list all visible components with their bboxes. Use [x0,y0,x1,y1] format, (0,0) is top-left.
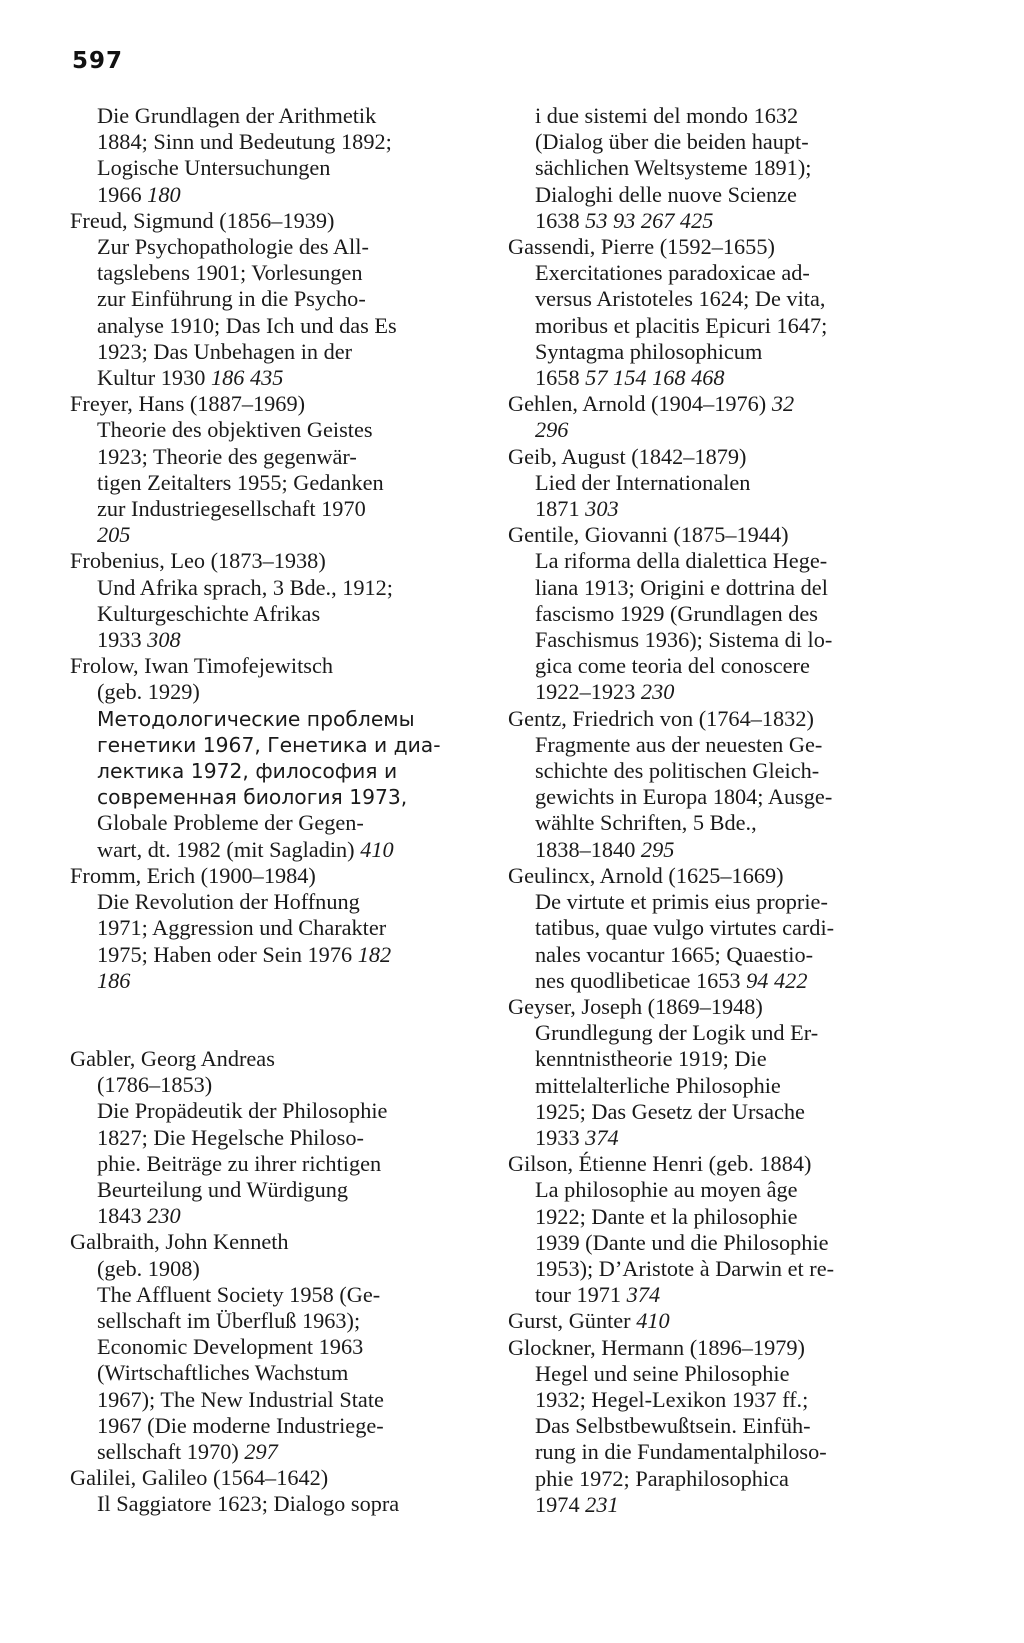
entry-text: Theorie des objektiven Geistes [97,417,373,443]
entry-text: La riforma della dialettica Hege- [535,548,828,574]
entry-line [508,1046,908,1072]
entry-text: 1923; Das Unbehagen in der [97,338,353,364]
entry-text: 1658 [535,365,580,391]
entry-text: zur Industriegesellschaft 1970 [97,496,366,522]
entry-text: (1786–1853) [97,1072,213,1098]
entry-line [70,1072,470,1098]
entry-line [508,810,908,836]
entry-text: 1884; Sinn und Bedeutung 1892; [97,129,392,155]
entry-line [70,260,470,286]
entry-line [70,286,470,312]
page-reference: 230 [147,1203,181,1229]
index-entry [70,863,470,994]
entry-line [508,732,908,758]
entry-text: 1975; Haben oder Sein 1976 [97,941,353,967]
entry-name: Gentile, Giovanni (1875–1944) [508,522,789,548]
entry-name: Gilson, Étienne Henri (geb. 1884) [508,1151,812,1177]
entry-text: schichte des politischen Gleich- [535,758,820,784]
right-column [508,103,908,1518]
index-entry [70,653,470,863]
index-entry [508,994,908,1151]
entry-line [70,496,470,522]
entry-line [70,103,470,129]
entry-text: Zur Psychopathologie des All- [97,234,369,260]
entry-line [508,548,908,574]
entry-text: gewichts in Europa 1804; Ausge- [535,784,833,810]
page-reference: 182 [357,941,392,967]
entry-text: kenntnistheorie 1919; Die [535,1046,767,1072]
entry-head [70,548,470,574]
entry-text: Syntagma philosophicum [535,338,763,364]
entry-name: Fromm, Erich (1900–1984) [70,862,316,888]
entry-text: Die Grundlagen der Arithmetik [97,103,377,128]
entry-line [508,1099,908,1125]
entry-name: Geib, August (1842–1879) [508,443,747,469]
entry-name: Geyser, Joseph (1869–1948) [508,993,763,1019]
entry-text: tour 1971 [535,1282,622,1308]
entry-line [70,915,470,941]
page-reference: 374 [585,1124,619,1150]
index-entry [508,234,908,391]
entry-text: tigen Zeitalters 1955; Gedanken [97,469,384,495]
page-reference: 53 93 267 425 [585,207,714,233]
entry-line [70,129,470,155]
entry-line [70,1387,470,1413]
page-reference: 374 [626,1282,661,1308]
entry-line [70,1151,470,1177]
entry-line [508,470,908,496]
entry-line [70,1098,470,1124]
entry-line [70,182,470,208]
entry-line [508,1230,908,1256]
entry-line [70,1360,470,1386]
entry-line [70,234,470,260]
entry-name: Gurst, Günter [508,1308,631,1334]
entry-text: Economic Development 1963 [97,1334,364,1360]
entry-line [508,208,908,234]
index-entry [508,863,908,994]
entry-text: sellschaft im Überfluß 1963); [97,1307,361,1333]
page-reference: 186 435 [210,365,284,391]
entry-text: (Wirtschaftliches Wachstum [97,1360,349,1386]
page-reference: 94 422 [746,967,808,993]
entry-line [70,706,470,732]
entry-text: 1871 [535,496,580,522]
entry-line [508,889,908,915]
index-entry [508,1335,908,1518]
entry-line [508,286,908,312]
page-reference: 295 [640,836,675,862]
entry-line [508,679,908,705]
entry-line [508,313,908,339]
index-entry [508,522,908,705]
entry-text: Hegel und seine Philosophie [535,1360,790,1386]
page-reference: 231 [585,1491,619,1517]
entry-text: versus Aristoteles 1624; De vita, [535,286,826,312]
entry-line [70,522,470,548]
entry-text: rung in die Fundamentalphiloso- [535,1439,827,1465]
page-reference: 205 [97,522,131,548]
entry-line [508,1387,908,1413]
entry-text: (geb. 1908) [97,1255,200,1281]
entry-name: Galilei, Galileo (1564–1642) [70,1465,329,1491]
entry-line [508,1177,908,1203]
entry-line [70,968,470,994]
index-entry [508,706,908,863]
entry-line [70,810,470,836]
entry-name: Frobenius, Leo (1873–1938) [70,548,326,574]
entry-line [508,1204,908,1230]
entry-text: Exercitationes paradoxicae ad- [535,260,810,286]
entry-text: nes quodlibeticae 1653 [535,967,741,993]
index-entry [70,1229,470,1465]
page-reference: 410 [636,1308,670,1334]
entry-text: 1974 [535,1491,580,1517]
entry-line [508,339,908,365]
index-entry [70,1465,470,1517]
entry-line [70,339,470,365]
entry-line [70,758,470,784]
entry-head [508,234,908,260]
entry-text: nales vocantur 1665; Quaestio- [535,941,814,967]
entry-line [508,1020,908,1046]
entry-line [70,1334,470,1360]
entry-line [508,155,908,181]
page-reference: 186 [97,967,131,993]
entry-line [508,653,908,679]
entry-text: analyse 1910; Das Ich und das Es [97,312,397,338]
entry-name: Geulincx, Arnold (1625–1669) [508,862,784,888]
entry-head [508,522,908,548]
page-reference: 308 [147,627,181,653]
entry-text: tagslebens 1901; Vorlesungen [97,260,363,286]
entry-line [70,627,470,653]
entry-line [70,837,470,863]
entry-line [508,103,908,129]
entry-text: fascismo 1929 (Grundlagen des [535,600,818,626]
entry-text: 1933 [535,1124,580,1150]
entry-text: 1638 [535,207,580,233]
entry-text: Das Selbstbewußtsein. Einfüh- [535,1413,811,1439]
entry-text: современная биология 1973, [97,785,408,810]
entry-text: Методологические проблемы [97,706,415,731]
entry-name: Gassendi, Pierre (1592–1655) [508,234,775,260]
entry-text: 1843 [97,1203,142,1229]
entry-line [70,155,470,181]
entry-line [70,444,470,470]
entry-text: Kulturgeschichte Afrikas [97,600,321,626]
entry-head [70,653,470,679]
entry-text: лектика 1972, философия и [97,759,398,784]
entry-line [508,968,908,994]
entry-text: Logische Untersuchungen [97,155,331,181]
entry-text: 1923; Theorie des gegenwär- [97,443,357,469]
entry-head [70,208,470,234]
entry-line [70,1308,470,1334]
section-break [70,994,470,1046]
page-number: 597 [72,48,124,74]
entry-text: sächlichen Weltsysteme 1891); [535,155,812,181]
page-reference: 230 [640,679,675,705]
entry-head [70,1229,470,1255]
entry-line [70,1125,470,1151]
entry-line [508,601,908,627]
entry-text: sellschaft 1970) [97,1438,239,1464]
entry-text: Und Afrika sprach, 3 Bde., 1912; [97,574,393,600]
entry-text: phie 1972; Paraphilosophica [535,1465,789,1491]
entry-text: The Affluent Society 1958 (Ge- [97,1281,381,1307]
entry-text: Kultur 1930 [97,365,206,391]
entry-line [508,837,908,863]
entry-line [70,417,470,443]
entry-head [70,863,470,889]
entry-text: 1922–1923 [535,679,636,705]
entry-head [508,863,908,889]
entry-text: генетики 1967, Генетика и диа- [97,732,441,757]
entry-line [70,784,470,810]
entry-text: liana 1913; Origini e dottrina del [535,574,828,600]
entry-text: tatibus, quae vulgo virtutes cardi- [535,915,835,941]
entry-head [508,391,908,417]
entry-line [508,1125,908,1151]
entry-line [70,1413,470,1439]
entry-name: Freud, Sigmund (1856–1939) [70,207,335,233]
entry-text: 1967 (Die moderne Industriege- [97,1412,384,1438]
entry-text: Globale Probleme der Gegen- [97,810,364,836]
entry-text: 1838–1840 [535,836,636,862]
entry-line [508,915,908,941]
entry-line [508,417,908,443]
page-reference: 296 [535,417,569,443]
entry-line [70,1439,470,1465]
entry-text: 1933 [97,627,142,653]
entry-head [508,1308,908,1334]
entry-text: Beurteilung und Würdigung [97,1176,349,1202]
page-reference: 410 [360,836,394,862]
entry-name: Galbraith, John Kenneth [70,1229,289,1255]
entry-head [70,391,470,417]
entry-line [70,1177,470,1203]
entry-text: wart, dt. 1982 (mit Sagladin) [97,836,355,862]
entry-text: Die Propädeutik der Philosophie [97,1098,388,1124]
entry-line [508,1439,908,1465]
entry-text: wählte Schriften, 5 Bde., [535,810,757,836]
entry-text: gica come teoria del conoscere [535,653,810,679]
entry-line [508,365,908,391]
entry-text: 1922; Dante et la philosophie [535,1203,798,1229]
index-entry [508,391,908,443]
entry-name: Freyer, Hans (1887–1969) [70,391,306,417]
entry-line [70,1256,470,1282]
entry-line [508,1361,908,1387]
entry-text: (geb. 1929) [97,679,200,705]
entry-line [508,1413,908,1439]
entry-text: La philosophie au moyen âge [535,1177,798,1203]
entry-text: phie. Beiträge zu ihrer richtigen [97,1150,382,1176]
entry-text: 1932; Hegel-Lexikon 1937 ff.; [535,1386,809,1412]
page-reference: 57 154 168 468 [585,365,725,391]
entry-line [70,1203,470,1229]
index-entry [508,103,908,234]
entry-line [508,182,908,208]
entry-line [70,1491,470,1517]
index-entry [70,208,470,391]
index-entry [70,548,470,653]
entry-line [70,365,470,391]
entry-line [508,129,908,155]
entry-line [508,1073,908,1099]
entry-name: Gehlen, Arnold (1904–1976) [508,391,767,417]
entry-line [508,758,908,784]
page-reference: 303 [585,496,619,522]
entry-head [508,706,908,732]
entry-head [508,444,908,470]
entry-line [70,470,470,496]
page-reference: 32 [771,391,795,417]
entry-text: Faschismus 1936); Sistema di lo- [535,627,833,653]
entry-text: 1939 (Dante und die Philosophie [535,1229,829,1255]
entry-text: 1925; Das Gesetz der Ursache [535,1098,805,1124]
left-column [70,103,470,1518]
entry-text: Lied der Internationalen [535,469,751,495]
entry-line [508,496,908,522]
entry-head [508,994,908,1020]
entry-text: Die Revolution der Hoffnung [97,889,360,915]
entry-name: Glockner, Hermann (1896–1979) [508,1334,805,1360]
entry-line [508,575,908,601]
entry-line [508,1466,908,1492]
page-reference: 297 [244,1438,278,1464]
entry-text: zur Einführung in die Psycho- [97,286,366,312]
entry-text: (Dialog über die beiden haupt- [535,129,809,155]
index-entry [508,444,908,523]
entry-line [508,1256,908,1282]
entry-name: Frolow, Iwan Timofejewitsch [70,653,334,679]
index-entry [70,1046,470,1229]
index-entry [508,1308,908,1334]
entry-text: 1971; Aggression und Charakter [97,915,387,941]
entry-text: Il Saggiatore 1623; Dialogo sopra [97,1491,400,1517]
entry-text: 1953); D’Aristote à Darwin et re- [535,1255,835,1281]
page-reference: 180 [147,181,181,207]
entry-text: mittelalterliche Philosophie [535,1072,781,1098]
entry-head [70,1465,470,1491]
entry-line [508,942,908,968]
entry-line [508,260,908,286]
entry-line [508,1492,908,1518]
entry-text: Fragmente aus der neuesten Ge- [535,731,823,757]
entry-line [508,627,908,653]
entry-line [70,575,470,601]
index-entry [508,1151,908,1308]
entry-line [70,313,470,339]
entry-name: Gentz, Friedrich von (1764–1832) [508,705,814,731]
index-entry [70,391,470,548]
entry-text: Grundlegung der Logik und Er- [535,1020,819,1046]
entry-text: i due sistemi del mondo 1632 [535,103,799,128]
entry-name: Gabler, Georg Andreas [70,1045,275,1071]
entry-line [70,679,470,705]
entry-text: 1967); The New Industrial State [97,1386,384,1412]
entry-head [508,1151,908,1177]
entry-line [70,601,470,627]
index-entry [70,103,470,208]
entry-line [70,889,470,915]
entry-line [70,942,470,968]
entry-text: De virtute et primis eius proprie- [535,889,828,915]
entry-text: 1827; Die Hegelsche Philoso- [97,1124,364,1150]
entry-line [70,1282,470,1308]
entry-head [70,1046,470,1072]
entry-text: moribus et placitis Epicuri 1647; [535,312,828,338]
entry-head [508,1335,908,1361]
entry-text: Dialoghi delle nuove Scienze [535,181,797,207]
entry-line [508,1282,908,1308]
entry-line [508,784,908,810]
entry-line [70,732,470,758]
entry-text: 1966 [97,181,142,207]
